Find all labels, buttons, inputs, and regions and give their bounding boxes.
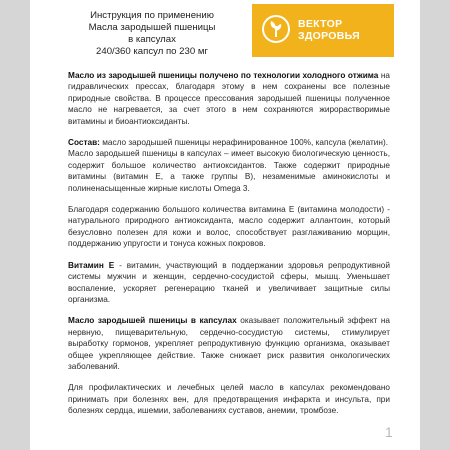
logo-line-1: ВЕКТОР <box>298 18 343 30</box>
logo-line-2: ЗДОРОВЬЯ <box>298 30 360 42</box>
intro-paragraph <box>68 70 390 127</box>
intro-text: на гидравлических прессах, благодаря этому в нем сохранены все полезные природные свойства. В процессе прессования зародышей пшеницы полученное масло не нагревается, за счет этого в нем сохраняются жирорастворимые витамины и биоантиоксиданты. <box>68 71 391 126</box>
vitamin-e-benefits-paragraph: Благодаря содержанию большого количества витамина Е (витамина молодости) - натурального природного антиоксиданта, масло содержит аллантоин, который безусловно полезен для кожи и волос, способствует разглаживанию морщин, поддержанию упругости и тонуса кожных покровов. <box>68 205 390 249</box>
intro-heading: Масло из зародышей пшеницы получено по технологии холодного отжима <box>68 71 379 80</box>
vitamin-e-paragraph <box>68 260 390 306</box>
composition-text: масло зародышей пшеницы нерафинированное 100%, капсула (желатин). <box>99 138 388 148</box>
title-line: Инструкция по применению <box>90 10 214 21</box>
capsules-text: оказывает положительный эффект на нервную, пищеварительную, сердечно-сосудистую системы, стимулирует выработку гормонов, укрепляет репродуктивную функцию организма, оказывает общее укрепляющее действие. Также снижает риск развития онкологических заболеваний. <box>68 316 390 371</box>
page-title <box>66 10 238 58</box>
instruction-body <box>68 70 390 417</box>
title-line: 240/360 капсул по 230 мг <box>96 46 208 57</box>
composition-paragraph-2: Масло зародышей пшеницы в капсулах – имеет высокую биологическую ценность, содержит большое количество антиоксидантов. Также содержит природные витамины (витамин Е, а также группы В), незаменимые аминокислоты и полиненасыщенные жирные кислоты Omega 3. <box>68 149 390 193</box>
vitamin-e-text: - витамин, участвующий в поддержании здоровья репродуктивной системы мужчин и женщин, сердечно-сосудистой сферы, мышц. Уменьшает воспаление, ускоряет регенерацию тканей и увеличивает защитные силы организма. <box>68 260 390 304</box>
leaf-logo-icon <box>261 14 291 44</box>
composition-paragraph <box>68 137 390 148</box>
prevention-paragraph: Для профилактических и лечебных целей масло в капсулах рекомендовано принимать при болезнях вен, для предотвращения инфаркта и инсульта, при болезнях сердца, ишемии, заболеваниях суставов, анемии, тромбозе. <box>68 383 390 416</box>
instruction-page <box>30 0 420 450</box>
capsules-heading: Масло зародышей пшеницы в капсулах <box>68 316 237 326</box>
vitamin-e-heading: Витамин Е <box>68 260 115 270</box>
brand-logo <box>252 4 394 57</box>
logo-text <box>298 18 360 42</box>
page-number: 1 <box>385 424 393 440</box>
title-line: в капсулах <box>128 34 176 45</box>
composition-heading: Состав: <box>68 138 100 148</box>
capsules-paragraph <box>68 315 390 372</box>
title-line: Масла зародышей пшеницы <box>88 22 216 33</box>
page-header <box>30 0 420 66</box>
